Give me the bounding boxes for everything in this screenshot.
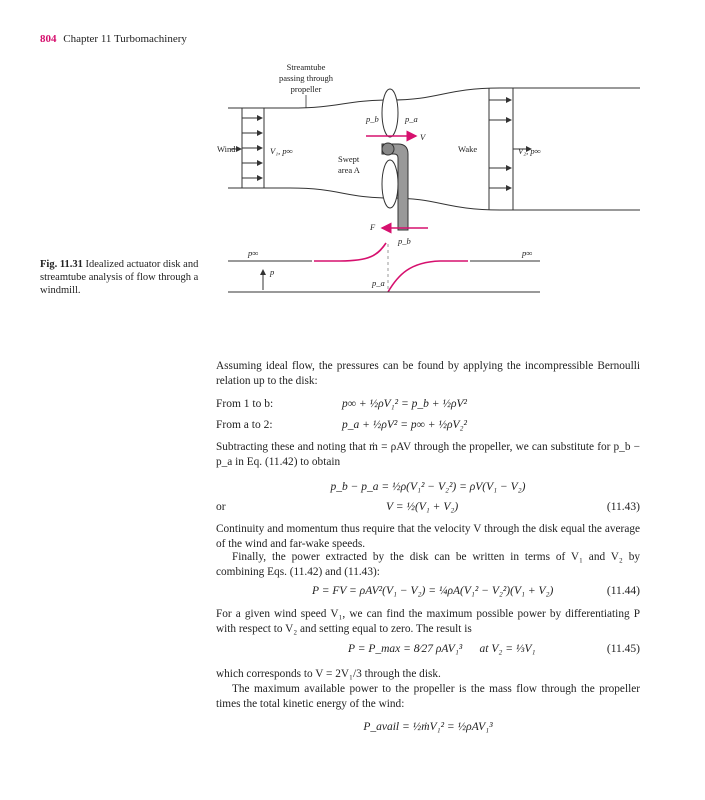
paragraph-2: Subtracting these and noting that ṁ = ρAV through the propeller, we can substitute for p_b − p_a in Eq. (11.42) to obtain	[216, 441, 640, 468]
caption-label: Fig. 11.31	[40, 259, 83, 270]
label-wake: Wake	[458, 144, 478, 154]
paragraph-1: Assuming ideal flow, the pressures can be found by applying the incompressible Bernoulli relation up to the disk:	[216, 360, 640, 387]
equation-body: p_a + ½ρV² = p∞ + ½ρV₂²	[342, 419, 467, 431]
equation-number: (11.44)	[606, 585, 640, 597]
label-swept-2: area A	[338, 165, 360, 175]
label-force: F	[370, 222, 376, 232]
label-v2: V₂, p∞	[518, 146, 541, 156]
label-v: V	[420, 132, 426, 142]
paragraph-3: Continuity and momentum thus require that the velocity V through the disk equal the average of the wind and far-wake speeds.	[216, 523, 640, 550]
equation-or-label: or	[216, 501, 226, 513]
caption-text: Idealized actuator disk and streamtube analysis of flow through a windmill.	[40, 259, 199, 296]
label-pa-top: p_a	[405, 114, 418, 124]
equation-label: From 1 to b:	[216, 398, 274, 410]
equation-body: p∞ + ½ρV₁² = p_b + ½ρV²	[342, 398, 467, 410]
propeller-blade-lower	[382, 160, 398, 208]
label-pb-top: p_b	[366, 114, 379, 124]
equation-from-a-to-2	[216, 419, 640, 435]
pressure-curve-downstream	[388, 261, 468, 292]
label-pb-curve: p_b	[398, 236, 411, 246]
label-streamtube-3: propeller	[290, 84, 322, 94]
label-pinf-right: p∞	[522, 248, 533, 258]
paragraph-4: Finally, the power extracted by the disk can be written in terms of V₁ and V₂ by combining Eqs. (11.42) and (11.43):	[216, 551, 640, 578]
equation-body: P = FV = ρAV²(V₁ − V₂) = ¼ρA(V₁² − V₂²)(V₁ + V₂)	[312, 585, 554, 597]
equation-pb-minus-pa: p_b − p_a = ½ρ(V₁² − V₂²) = ρV(V₁ − V₂)	[330, 481, 526, 493]
paragraph-6: which corresponds to V = 2V₁/3 through the disk.	[216, 668, 441, 680]
equation-11-45	[216, 643, 640, 659]
streamtube-lower-boundary	[228, 188, 640, 210]
equation-from-1-to-b	[216, 398, 640, 414]
equation-body: V = ½(V₁ + V₂)	[386, 501, 459, 513]
label-p-axis: p	[270, 267, 275, 277]
equation-number: (11.45)	[606, 643, 640, 655]
chapter-title: Chapter 11 Turbomachinery	[63, 33, 187, 45]
equation-p-avail: P_avail = ½ṁV₁² = ½ρAV₁³	[363, 721, 493, 733]
equation-number: (11.43)	[606, 501, 640, 513]
paragraph-5: For a given wind speed V₁, we can find the maximum possible power by differentiating P with respect to V₂ and setting equal to zero. The result is	[216, 608, 640, 635]
label-v1: V₁, p∞	[270, 146, 293, 156]
label-pa-curve: p_a	[372, 278, 385, 288]
equation-11-44	[216, 585, 640, 601]
figure-caption	[40, 258, 200, 297]
propeller-blade-upper	[382, 89, 398, 137]
page-number: 804	[40, 33, 57, 45]
label-pinf-left: p∞	[248, 248, 259, 258]
equation-body: P = P_max = 8⁄27 ρAV₁³ at V₂ = ⅓V₁	[348, 643, 536, 655]
label-streamtube-1: Streamtube	[286, 62, 326, 72]
propeller-hub	[382, 143, 394, 155]
label-swept-1: Swept	[338, 154, 360, 164]
paragraph-7: The maximum available power to the propeller is the mass flow through the propeller times the total kinetic energy of the wind:	[216, 683, 640, 710]
equation-label: From a to 2:	[216, 419, 273, 431]
equation-11-43	[216, 501, 640, 517]
pressure-curve-upstream	[314, 243, 386, 261]
label-wind: Wind	[217, 144, 236, 154]
label-streamtube-2: passing through	[278, 73, 334, 83]
